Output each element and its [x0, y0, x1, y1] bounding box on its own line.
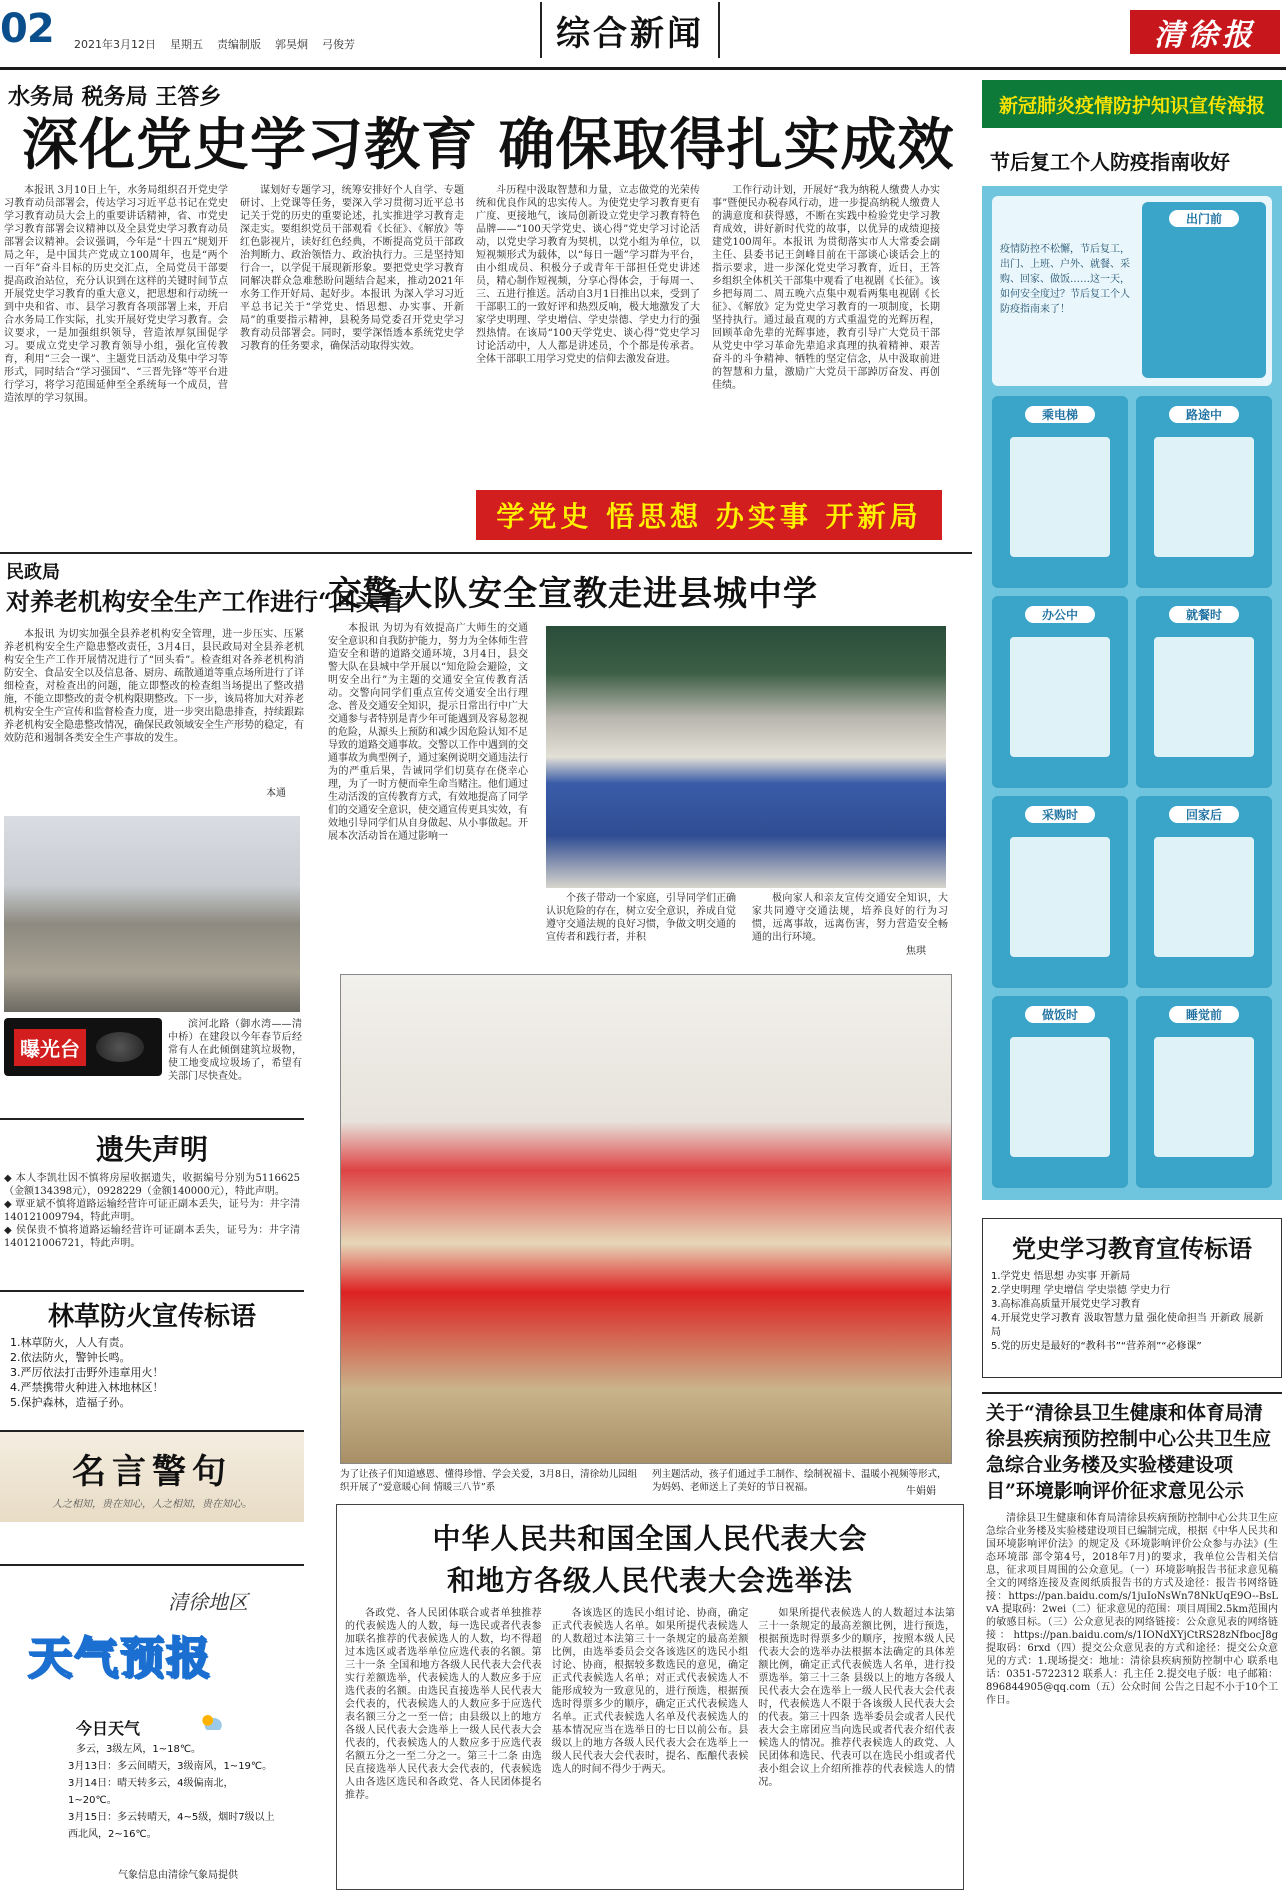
exposure-caption: 滨河北路（御水湾——清中桥）在建段以今年春节后经常有人在此倾倒建筑垃圾物，使工地变成垃圾场了，希望有关部门尽快查处。 — [168, 1019, 302, 1082]
slogan-text: 学党史 悟思想 办实事 开新局 — [496, 500, 922, 533]
lost-item: ◆ 本人李凯壮因不慎将房屋收据遗失，收据编号分别为5116625（金额134398元），0928229（金额140000元），特此声明。 — [4, 1173, 300, 1197]
issue-weekday: 星期五 — [170, 38, 203, 51]
lead-column-2: 谋划好专题学习，统筹安排好个人自学、专题研讨、上党课等任务，要深入学习贯彻习近平总书记关于党的历史的重要论述，扎实推进学习教育走深走实。要组织党员干部观看《长征》、《解放》等红色影视片，读好红色经典，不断提高党员干部政治判断力、政治领悟力、政治执行力。三是坚持知行合一，以学促干展现新形象。要把党史学习教育同解决群众急难愁盼问题结合起来，推动2021年水务工作开好局、起好步。本报讯 为深入学习习近平总书记关于“学党史、悟思想、办实事、开新局”的重要指示精神，县税务局党委召开党史学习教育动员部署会。同时，要学深悟透本系统党史学习教育的任务要求，确保活动取得实效。 — [240, 185, 464, 352]
env-notice — [982, 1392, 1282, 1890]
issue-date: 2021年3月12日 — [74, 38, 156, 51]
weather-today: 多云，3级左风，1~18℃。 — [76, 1744, 202, 1755]
poster-card — [992, 996, 1128, 1188]
section-title-box — [540, 2, 720, 58]
illustration-icon — [1154, 637, 1254, 757]
lost-notice — [0, 1118, 304, 1282]
illustration-icon — [1154, 837, 1254, 957]
lead-kicker: 水务局 税务局 王答乡 — [8, 84, 222, 110]
divider — [0, 552, 972, 554]
party-slogan-item: 5.党的历史是最好的“教科书”“营养剂”“必修课” — [991, 1341, 1202, 1352]
weather-source: 气象信息由清徐气象局提供 — [118, 1870, 238, 1881]
poster-card — [1136, 396, 1272, 588]
poster-header — [982, 80, 1282, 128]
weather-day: 3月15日：多云转晴天，4~5级，烟时7级以上西北风，2~16℃。 — [68, 1812, 275, 1840]
fire-slogans — [0, 1290, 304, 1418]
poster-intro-card — [992, 196, 1272, 386]
poster-card-label: 采购时 — [1025, 806, 1095, 823]
editor-name-2: 弓俊芳 — [322, 38, 355, 51]
illustration-icon — [1154, 437, 1254, 557]
minzheng-dept: 民政局 — [6, 562, 60, 583]
motto-line: 人之相知，贵在知心，人之相知，贵在知心。 — [52, 1499, 252, 1510]
cloudy-icon — [200, 1714, 222, 1730]
traffic-column-3: 极向家人和亲友宣传交通安全知识，大家共同遵守交通法规，培养良好的行为习惯，远离事故，远离伤害，努力营造安全畅通的出行环境。 — [752, 893, 948, 943]
paper-logo — [1130, 10, 1280, 54]
poster-card-label: 办公中 — [1025, 606, 1095, 623]
traffic-headline: 交警大队安全宣教走进县城中学 — [328, 574, 818, 614]
poster-card — [992, 396, 1128, 588]
exposure-badge-box — [4, 1018, 162, 1076]
fire-item: 2.依法防火，警钟长鸣。 — [10, 1351, 131, 1364]
lost-item: ◆ 侯保贵不慎将道路运输经营许可证副本丢失，证号为：井字清140121006721，特此声明。 — [4, 1225, 300, 1249]
fire-item: 1.林草防火，人人有责。 — [10, 1336, 131, 1349]
photo-author: 牛娟娟 — [906, 1486, 936, 1497]
motto-box — [0, 1430, 304, 1522]
poster-card — [1136, 596, 1272, 788]
kindergarten-photo — [340, 974, 952, 1464]
lead-column-4: 工作行动计划，开展好“我为纳税人缴费人办实事”暨便民办税春风行动，进一步提高纳税人缴费人的满意度和获得感，不断在实践中检验党史学习教育成效，讲好新时代党的故事，以优异的成绩迎接建党100周年。本报讯 为贯彻落实市人大常委会副主任、县委书记王剑峰目前在干部谈心谈话会上的指示要求，进一步深化党史学习教育，近日，王答乡组织全体机关干部集中观看了电视剧《长征》。该乡把每周二、周五晚六点集中观看两集电视剧《长征》、《解放》定为党史学习教育的一项制度，长期坚持执行。通过最直观的方式重温党的光辉历程，回顾革命先辈的光辉事迹，教育引导广大党员干部从党史中学习革命先辈追求真理的执着精神、艰苦奋斗的斗争精神、牺牲的坚定信念，从中汲取前进的智慧和力量，激励广大党员干部踔厉奋发、再创佳绩。 — [712, 185, 940, 391]
poster-card-label: 就餐时 — [1169, 606, 1239, 623]
weather-day: 3月14日：晴天转多云，4级偏南北，1~20℃。 — [68, 1778, 234, 1806]
election-column-3: 如果所提代表候选人的人数超过本法第三十一条规定的最高差额比例，进行预选，根据预选时得票多少的顺序，按照本级人民代表大会的选举办法根据本法确定的具体差额比例，确定正式代表候选人名单，进行投票选举。第三十三条 县级以上的地方各级人民代表大会在选举上一级人民代表大会代表时，代表候选人不限于各该级人民代表大会的代表。第三十四条 选举委员会或者人民代表大会主席团应当向选民或者代表介绍代表候选人的情况。推荐代表候选人的政党、人民团体和选民、代表可以在选民小组或者代表小组会议上介绍所推荐的代表候选人的情况。 — [758, 1608, 956, 1788]
minzheng-author: 本通 — [266, 788, 286, 799]
election-headline-1: 中华人民共和国全国人民代表大会 — [432, 1522, 868, 1555]
weather-title: 天气预报 — [28, 1633, 212, 1684]
exposure-badge: 曝光台 — [14, 1029, 86, 1066]
weather-today-label: 今日天气 — [76, 1719, 141, 1738]
poster-subtitle: 节后复工个人防疫指南收好 — [990, 150, 1230, 174]
lost-title: 遗失声明 — [95, 1133, 208, 1166]
poster-card-label: 乘电梯 — [1025, 406, 1095, 423]
slogan-banner — [476, 490, 942, 540]
poster-panel — [982, 186, 1282, 1200]
poster-card — [1136, 996, 1272, 1188]
election-column-2: 各该选区的选民小组讨论、协商，确定正式代表候选人名单。如果所提代表候选人的人数超过本法第三十一条规定的最高差额比例，由选举委员会交各该选区的选民小组讨论、协商，根据较多数选民的意见，确定正式代表候选人名单；对正式代表候选人不能形成较为一致意见的，进行预选，根据预选时得票多少的顺序，确定正式代表候选人名单。正式代表候选人名单及代表候选人的基本情况应当在选举日的七日以前公布。县级以上的地方各级人民代表大会在选举上一级人民代表大会代表时，提名、酝酿代表候选人的时间不得少于两天。 — [551, 1608, 749, 1775]
env-headline: 关于“清徐县卫生健康和体育局清徐县疾病预防控制中心公共卫生应急综合业务楼及实验楼建设项目”环境影响评价征求意见公示 — [986, 1402, 1272, 1502]
minzheng-body: 本报讯 为切实加强全县养老机构安全管理，进一步压实、压紧养老机构安全生产隐患整改责任，3月4日，县民政局对全县养老机构安全生产工作开展情况进行了“回头看”。检查组对各养老机构消防安全、食品安全以及信息备、厨房、疏散通道等重点场所进行了详细检查，对检查出的问题，能立即整改的检查组当场提出了整改措施，不能立即整改的责令机构限期整改。下一步，该局将加大对养老机构安全生产宣传和监督检查力度，进一步突出隐患排查，持续跟踪养老机构安全隐患整改情况，确保民政领域安全生产形势的稳定，有效防范和遏制各类安全生产事故的发生。 — [4, 629, 304, 744]
section-title: 综合新闻 — [556, 13, 704, 54]
lost-item: ◆ 覃亚斌不慎将道路运输经营许可证正副本丢失，证号为：井字清140121009794，特此声明。 — [4, 1199, 300, 1223]
photo-caption-1: 为了让孩子们知道感恩、懂得珍惜、学会关爱，3月8日，清徐幼儿园组织开展了“爱意暖心间 情暖三八节”系 — [340, 1469, 638, 1493]
fire-item: 3.严厉依法打击野外违章用火！ — [10, 1366, 164, 1379]
poster-card-label: 做饭时 — [1025, 1006, 1095, 1023]
party-slogan-item: 3.高标准高质量开展党史学习教育 — [991, 1299, 1141, 1310]
lead-column-1: 本报讯 3月10日上午，水务局组织召开党史学习教育动员部署会，传达学习习近平总书记在党史学习教育动员大会上的重要讲话精神，省、市党史学习教育部署会议精神以及全县党史学习教育动员部署会议精神。会议强调，今年是“十四五”规划开局之年，是中国共产党成立100周年，也是“两个一百年”奋斗目标的历史交汇点，全局党员干部要提高政治站位，充分认识到在这样的关键时间节点开展党史学习教育的重大意义，把思想和行动统一到中央和省、市、县学习教育各项部署上来，开启合水务局工作实际，扎实开展好党史学习教育。会议要求，一是加强组织领导，营造浓厚氛围促学习。要成立党史学习教育领导小组，强化宣传教育，利用“三会一课”、主题党日活动及集中学习等形式，同时结合“学习强国”、“三晋先锋”等平台进行学习，将学习范围延伸至全系统每一个成员，营造浓厚的学习氛围。 — [4, 185, 228, 404]
page-number: 02 — [0, 6, 54, 52]
poster-card-label: 出门前 — [1169, 210, 1239, 227]
weather-box — [0, 1564, 304, 1890]
poster-card — [992, 596, 1128, 788]
traffic-column-2: 个孩子带动一个家庭，引导同学们正确认识危险的存在，树立安全意识，养成自觉遵守交通法规的良好习惯，争做文明交通的宣传者和践行者，并积 — [546, 893, 736, 943]
illustration-icon — [1010, 1037, 1110, 1157]
camera-icon — [96, 1032, 144, 1062]
photo-caption — [340, 1468, 952, 1494]
election-box — [336, 1504, 964, 1890]
poster-card — [1142, 202, 1266, 378]
masthead — [0, 0, 1286, 70]
illustration-icon — [1010, 637, 1110, 757]
party-slogans-title: 党史学习教育宣传标语 — [1012, 1234, 1252, 1263]
traffic-author: 焦琪 — [906, 946, 926, 957]
fire-item: 4.严禁携带火种进入林地林区！ — [10, 1381, 164, 1394]
illustration-icon — [1010, 437, 1110, 557]
photo-caption-2: 列主题活动，孩子们通过手工制作、绘制祝福卡、温暖小视频等形式，为妈妈、老师送上了美好的节日祝福。 — [652, 1469, 947, 1493]
env-body: 清徐县卫生健康和体育局清徐县疾病预防控制中心公共卫生应急综合业务楼及实验楼建设项目已编制完成，根据《中华人民共和国环境影响评价法》的规定及《环境影响评价公众参与办法》(生态环境部 部令第4号，2018年7月)的要求，我单位公告相关信息，征求项目周围的公众意见。（一）环境影响报告书征求意见稿全文的网络连接及查阅纸质报告书的方式及途径：报告书网络链接：https://pan.baidu.com/s/1juIoNsWn78NkUqE9O--BsLvA 提取码：2wei（二）征求意见的范围：项目周围2.5km范围内的敏感目标。（三）公众意见表的网络链接：公众意见表的网络链接：https://pan.baidu.com/s/1IONdXYjCtRS28zNfbocJ8g 提取码：6rxd（四）提交公众意见表的方式和途径：提交公众意见的方式：1.现场提交：地址：清徐县疾病预防控制中心 联系电话：0351-5722312 联系人：孔主任 2.提交电子版：电子邮箱：896844905@qq.com（五）公众时间 公告之日起不小于10个工作日。 — [986, 1513, 1278, 1706]
poster-intro: 疫情防控不松懈，节后复工，出门、上班、户外、就餐、采购、回家、做饭……这一天，如何安全度过？节后复工个人防疫指南来了！ — [1000, 244, 1130, 315]
editor-name-1: 郭昊炯 — [275, 38, 308, 51]
poster-card-label: 回家后 — [1169, 806, 1239, 823]
poster-title: 新冠肺炎疫情防护知识宣传海报 — [998, 94, 1265, 117]
fire-title: 林草防火宣传标语 — [47, 1302, 256, 1332]
party-slogan-item: 1.学党史 悟思想 办实事 开新局 — [991, 1271, 1131, 1282]
lead-headline: 深化党史学习教育 确保取得扎实成效 — [22, 112, 955, 178]
editor-label: 责编制版 — [217, 38, 261, 51]
party-slogans-box — [982, 1218, 1282, 1378]
exposure-photo — [4, 816, 300, 1012]
illustration-icon — [1010, 837, 1110, 957]
poster-card — [992, 796, 1128, 988]
weather-day: 3月13日：多云间晴天，3级南风，1~19℃。 — [68, 1761, 273, 1772]
lead-column-3: 斗历程中汲取智慧和力量，立志做党的光荣传统和优良作风的忠实传人。为使党史学习教育更有广度、更接地气，该局创新设立党史学习教育特色品牌——“100天学党史、谈心得”党史学习讨论活动，以党史学习教育为契机，以党小组为单位，以短视频形式为载体，以“每日一题”学习群为平台，由小组成员、积极分子或青年干部担任党史讲述员，精心制作短视频，分享心得体会，于每周一、三、五进行推送。活动自3月1日推出以来，受到了干部职工的一致好评和热烈反响，极大地激发了大家学史明理、学史增信、学史崇德、学史力行的强烈热情。在该局“100天学党史、谈心得”党史学习讨论活动中，人人都是讲述员，个个都是传承者。全体干部职工用学习党史的信仰去激发奋进。 — [476, 185, 700, 365]
poster-card-label: 睡觉前 — [1169, 1006, 1239, 1023]
minzheng-headline: 对养老机构安全生产工作进行“回头看” — [6, 587, 418, 616]
motto-title: 名言警句 — [72, 1452, 232, 1492]
paper-name: 清徐报 — [1154, 18, 1256, 53]
poster-card — [1136, 796, 1272, 988]
party-slogan-item: 2.学史明理 学史增信 学史崇德 学史力行 — [991, 1285, 1171, 1296]
weather-region: 清徐地区 — [168, 1590, 248, 1614]
poster-card-label: 路途中 — [1169, 406, 1239, 423]
illustration-icon — [1154, 1037, 1254, 1157]
party-slogan-item: 4.开展党史学习教育 汲取智慧力量 强化使命担当 开新政 展新局 — [991, 1313, 1264, 1338]
election-column-1: 各政党、各人民团体联合或者单独推荐的代表候选人的人数，每一选民或者代表参加联名推荐的代表候选人的人数，均不得超过本选区或者选举单位应选代表的名额。第三十一条 全国和地方各级人民代表大会代表实行差额选举，代表候选人的人数应多于应选代表的名额。由选民直接选举人民代表大会代表的，代表候选人的人数应多于应选代表名额三分之一至一倍；由县级以上的地方各级人民代表大会选举上一级人民代表大会代表的，代表候选人的人数应多于应选代表名额五分之一至二分之一。第三十二条 由选民直接选举人民代表大会代表的，代表候选人由各选区选民和各政党、各人民团体提名推荐。 — [345, 1608, 542, 1801]
election-headline-2: 和地方各级人民代表大会选举法 — [446, 1564, 853, 1597]
fire-item: 5.保护森林，造福子孙。 — [10, 1396, 131, 1409]
traffic-photo — [546, 626, 946, 888]
date-line — [74, 36, 355, 52]
traffic-column-1: 本报讯 为切为有效提高广大师生的交通安全意识和自我防护能力，努力为全体师生营造安全和谐的道路交通环境，3月4日，县交警大队在县城中学开展以“知危险会避险，文明安全出行”为主题的交通安全宣传教育活动。交警向同学们重点宣传交通安全出行理念、普及交通安全知识，提示日常出行中广大交通参与者特别是青少年可能遇到及容易忽视的危险，从源头上预防和减少因危险认知不足导致的道路交通事故。交警以工作中遇到的交通事故为典型例子，通过案例说明交通违法行为的严重后果，告诫同学们切莫存在侥幸心理，为了一时方便而牵生命当赌注。他们通过生动活泼的宣传教育方式，有效地提高了同学们的交通安全意识，使交通宣传更具实效，有效地引导同学们从自身做起、从小事做起。开展本次活动旨在通过影响一 — [328, 623, 528, 842]
